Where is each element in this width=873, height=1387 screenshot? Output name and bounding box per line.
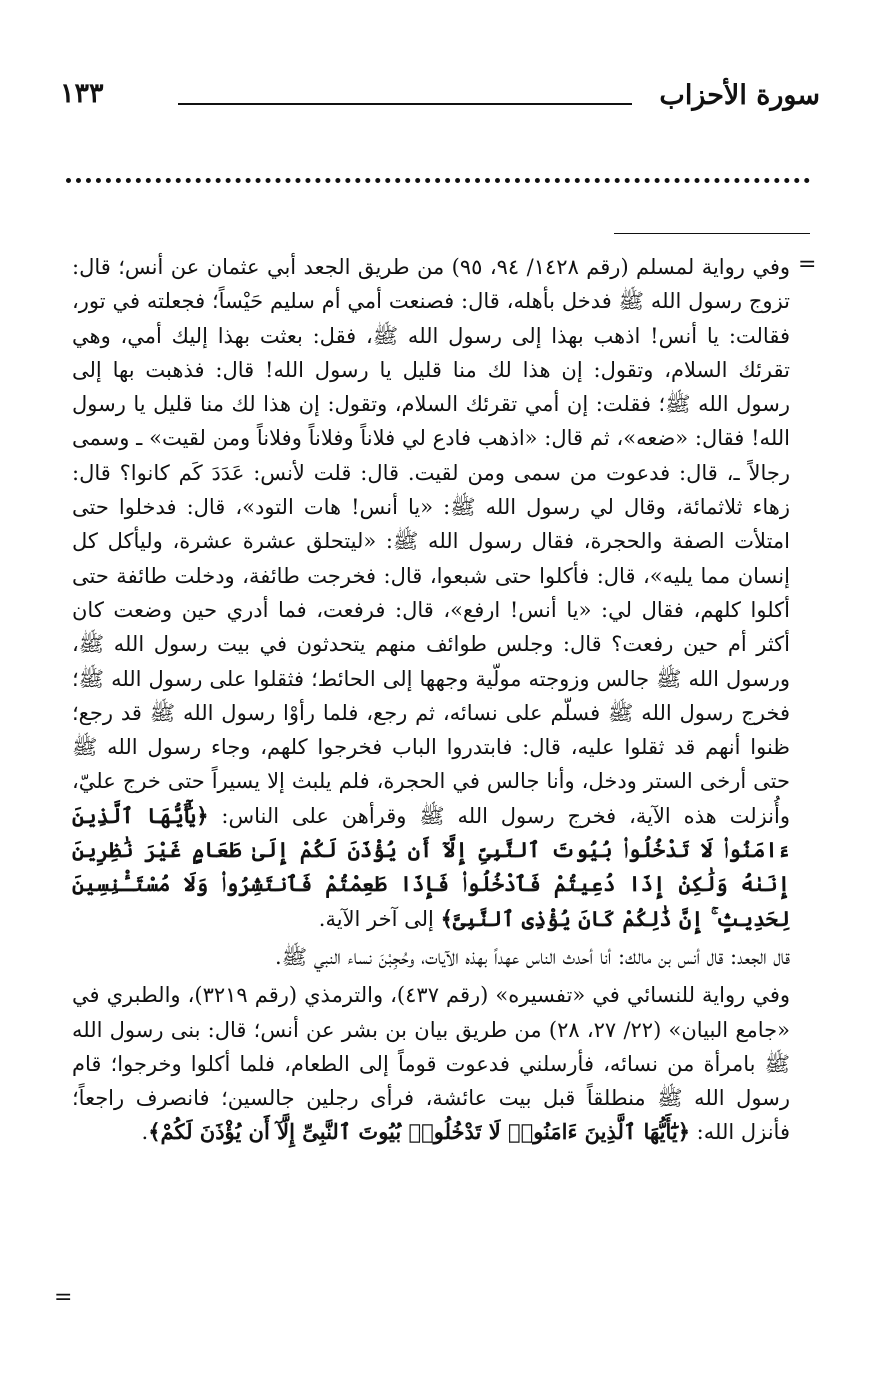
dotted-separator (66, 178, 810, 183)
surah-title: سورة الأحزاب (659, 80, 820, 111)
continuation-mark-bottom: = (54, 1285, 73, 1310)
quran-verse: ﴿يَٰٓأَيُّهَا ٱلَّذِينَ ءَامَنُوا۟ لَا تَدْخُلُوا۟ بُيُوتَ ٱلنَّبِىِّ إِلَّآ أَن يُؤْذَنَ لَكُمْ﴾ (148, 1119, 690, 1145)
footnote-body (72, 250, 790, 1150)
quran-verse: ﴿يَٰٓأَيُّهَا ٱلَّذِينَ ءَامَنُوا۟ لَا تَدْخُلُوا۟ بُيُوتَ ٱلنَّبِىِّ إِلَّآ أَن يُؤْذَنَ لَكُمْ إِلَىٰ طَعَامٍ غَيْرَ نَٰظِرِينَ إِنَىٰهُ وَلَٰكِنْ إِذَا دُعِيتُمْ فَٱدْخُلُوا۟ فَإِذَا طَعِمْتُمْ فَٱنتَشِرُوا۟ وَلَا مُسْتَـْٔنِسِينَ لِحَدِيثٍ ۚ إِنَّ ذَٰلِكُمْ كَانَ يُؤْذِى ٱلنَّبِىَّ﴾ (72, 802, 790, 931)
page-number: ١٣٣ (60, 78, 104, 109)
paragraph-text: . (141, 1120, 149, 1145)
paragraph-nasai-narration (72, 978, 790, 1149)
paragraph-text: قال الجعد: قال أنس بن مالك: أنا أحدث الناس عهداً بهذه الآيات، وحُجِبْنَ نساء النبي ﷺ. (275, 944, 790, 969)
paragraph-text: وفي رواية للنسائي في «تفسيره» (رقم ٤٣٧)، والترمذي (رقم ٣٢١٩)، والطبري في «جامع البيان» (٢٢/ ٢٧، ٢٨) من طريق بيان بن بشر عن أنس؛ قال: بنى رسول الله ﷺ بامرأة من نسائه، فأرسلني فدعوت قوماً إلى الطعام، فلما أكلوا وخرجوا؛ قام رسول الله ﷺ منطلقاً قبل بيت عائشة، فرأى رجلين جالسين؛ فانصرف راجعاً؛ فأنزل الله: (72, 983, 791, 1145)
paragraph-muslim-narration (72, 250, 790, 936)
paragraph-text: وفي رواية لمسلم (رقم ١٤٢٨/ ٩٤، ٩٥) من طريق الجعد أبي عثمان عن أنس؛ قال: تزوج رسول الله ﷺ فدخل بأهله، قال: فصنعت أمي أم سليم حَيْساً؛ فجعلته في تور، فقالت: يا أنس! اذهب بهذا إلى رسول الله ﷺ، فقل: بعثت بهذا إليك أمي، وهي تقرئك السلام، وتقول: إن هذا لك منا قليل يا رسول الله! قال: فذهبت بها إلى رسول الله ﷺ؛ فقلت: إن أمي تقرئك السلام، وتقول: إن هذا لك منا قليل يا رسول الله! فقال: «ضعه»، ثم قال: «اذهب فادع لي فلاناً وفلاناً وفلاناً ومن لقيت» ـ وسمى رجالاً ـ، قال: فدعوت من سمى ومن لقيت. قال: قلت لأنس: عَدَدَ كَم كانوا؟ قال: زهاء ثلاثمائة، وقال لي رسول الله ﷺ: «يا أنس! هات التود»، قال: فدخلوا حتى امتلأت الصفة والحجرة، فقال رسول الله ﷺ: «ليتحلق عشرة عشرة، وليأكل كل إنسان مما يليه»، قال: فأكلوا حتى شبعوا، قال: فخرجت طائفة، ودخلت طائفة حتى أكلوا كلهم، فقال لي: «يا أنس! ارفع»، قال: فرفعت، فما أدري حين وضعت كان أكثر أم حين رفعت؟ قال: وجلس طوائف منهم يتحدثون في بيت رسول الله ﷺ، ورسول الله ﷺ جالس وزوجته مولّية وجهها إلى الحائط؛ فثقلوا على رسول الله ﷺ؛ فخرج رسول الله ﷺ فسلّم على نسائه، ثم رجع، فلما رأوْا رسول الله ﷺ قد رجع؛ ظنوا أنهم قد ثقلوا عليه، قال: فابتدروا الباب فخرجوا كلهم، وجاء رسول الله ﷺ حتى أرخى الستر ودخل، وأنا جالس في الحجرة، فلم يلبث إلا يسيراً حتى خرج عليّ، وأُنزلت هذه الآية، فخرج رسول الله ﷺ وقرأهن على الناس: (72, 255, 791, 828)
continuation-mark-top: = (798, 252, 817, 277)
paragraph-text: إلى آخر الآية. (318, 906, 441, 931)
header-rule (178, 103, 632, 105)
footnote-rule (614, 233, 810, 234)
paragraph-jaad (72, 940, 790, 974)
page-header (60, 78, 820, 126)
